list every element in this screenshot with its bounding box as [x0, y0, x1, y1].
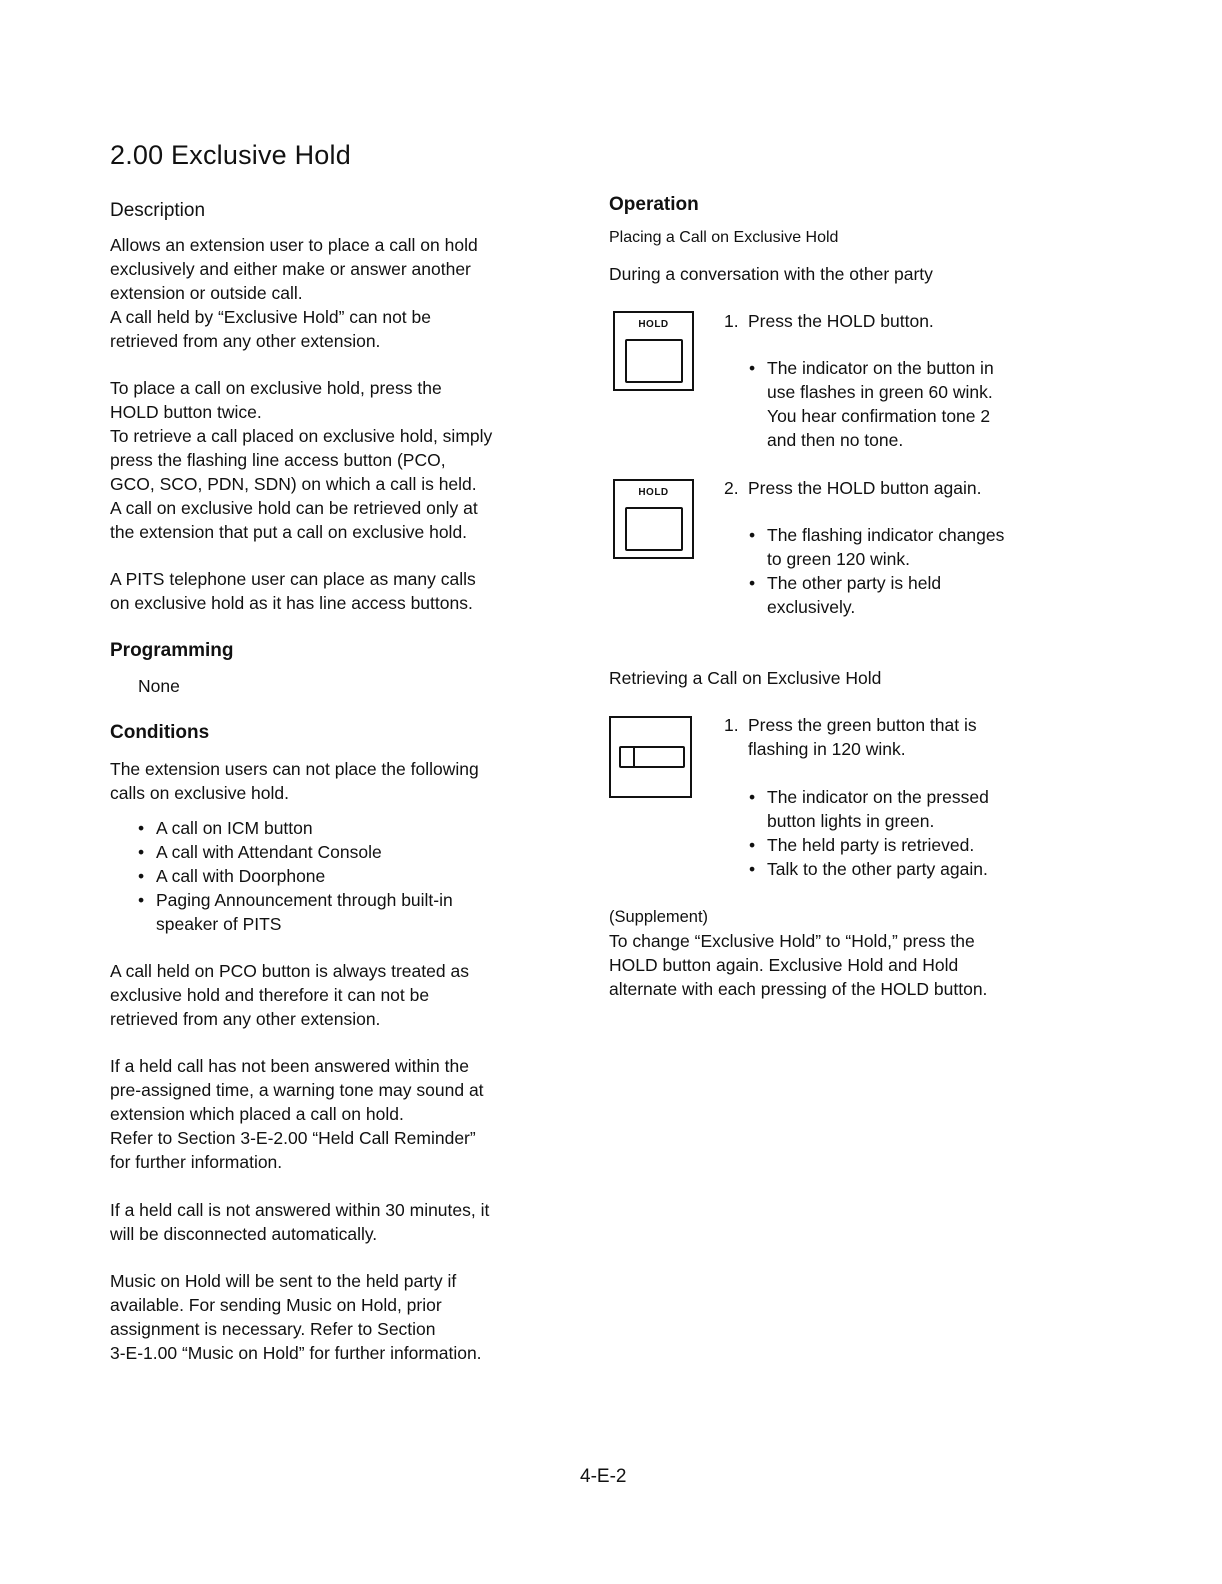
- conditions-heading: Conditions: [110, 722, 210, 743]
- description-para-3: [110, 567, 570, 615]
- list-item: [747, 523, 1067, 571]
- text-line: will be disconnected automatically.: [110, 1224, 378, 1244]
- placing-step-2: [724, 476, 981, 500]
- text-line: exclusive hold and therefore it can not be: [110, 985, 430, 1005]
- page-number: 4-E-2: [580, 1466, 627, 1487]
- placing-step-1-bullets: [747, 356, 1067, 452]
- line-button-icon: [609, 716, 692, 798]
- description-heading: Description: [110, 200, 206, 221]
- list-item: [747, 356, 1067, 452]
- text-line: 3-E-1.00 “Music on Hold” for further information.: [110, 1343, 482, 1363]
- button-face: [625, 339, 683, 383]
- step-text: flashing in 120 wink.: [748, 739, 906, 759]
- button-face: [625, 507, 683, 551]
- conditions-pco-para: [110, 959, 570, 1031]
- text-line: A call held by “Exclusive Hold” can not be: [110, 307, 431, 327]
- hold-button-icon: [613, 311, 694, 391]
- text-line: for further information.: [110, 1152, 283, 1172]
- text-line: Music on Hold will be sent to the held party if: [110, 1271, 457, 1291]
- text-line: alternate with each pressing of the HOLD button.: [609, 979, 988, 999]
- placing-subheading: Placing a Call on Exclusive Hold: [609, 229, 839, 246]
- hold-button-label: HOLD: [638, 487, 669, 498]
- retrieving-step-1: [724, 713, 977, 761]
- text-line: extension or outside call.: [110, 283, 303, 303]
- conditions-bullet-list: [136, 816, 556, 936]
- step-text: Press the HOLD button again.: [748, 478, 982, 498]
- text-line: If a held call is not answered within 30 minutes, it: [110, 1200, 490, 1220]
- text-line: press the flashing line access button (PCO,: [110, 450, 446, 470]
- list-item: [747, 833, 1067, 857]
- text-line: exclusively and either make or answer another: [110, 259, 471, 279]
- list-item: [747, 785, 1067, 833]
- text-line: HOLD button twice.: [110, 402, 262, 422]
- operation-heading: Operation: [609, 194, 699, 215]
- text-line: speaker of PITS: [156, 914, 282, 934]
- text-line: HOLD button again. Exclusive Hold and Hold: [609, 955, 959, 975]
- text-line: extension which placed a call on hold.: [110, 1104, 404, 1124]
- placing-step-1: [724, 309, 934, 333]
- description-para-2: [110, 376, 570, 544]
- list-item: • A call with Doorphone: [136, 864, 556, 888]
- text-line: Refer to Section 3-E-2.00 “Held Call Reminder”: [110, 1128, 476, 1148]
- text-line: retrieved from any other extension.: [110, 1009, 381, 1029]
- placing-intro: During a conversation with the other party: [609, 264, 933, 284]
- conditions-music-para: [110, 1269, 570, 1365]
- text-line: A PITS telephone user can place as many calls: [110, 569, 476, 589]
- text-line: A call on exclusive hold can be retrieved only at: [110, 498, 478, 518]
- text-line: The indicator on the button in: [767, 358, 994, 378]
- text-line: button lights in green.: [767, 811, 935, 831]
- text-line: The indicator on the pressed: [767, 787, 989, 807]
- supplement-block: [609, 905, 1079, 1001]
- conditions-warning-para: [110, 1054, 570, 1174]
- step-text: Press the green button that is: [748, 715, 977, 735]
- step-text: Press the HOLD button.: [748, 311, 934, 331]
- list-item: [747, 857, 1067, 881]
- text-line: GCO, SCO, PDN, SDN) on which a call is held.: [110, 474, 477, 494]
- retrieving-subheading: Retrieving a Call on Exclusive Hold: [609, 668, 882, 688]
- list-item: [747, 571, 1067, 619]
- text-line: The extension users can not place the following: [110, 759, 479, 779]
- text-line: calls on exclusive hold.: [110, 783, 289, 803]
- text-line: retrieved from any other extension.: [110, 331, 381, 351]
- text-line: Allows an extension user to place a call on hold: [110, 235, 478, 255]
- text-line: exclusively.: [767, 597, 856, 617]
- text-line: The held party is retrieved.: [767, 835, 975, 855]
- text-line: pre-assigned time, a warning tone may sound at: [110, 1080, 484, 1100]
- list-item: • A call on ICM button: [136, 816, 556, 840]
- text-line: If a held call has not been answered within the: [110, 1056, 469, 1076]
- programming-heading: Programming: [110, 640, 234, 661]
- hold-button-label: HOLD: [638, 319, 669, 330]
- text-line: You hear confirmation tone 2: [767, 406, 991, 426]
- supplement-heading: (Supplement): [609, 908, 709, 926]
- step-number: 1.: [724, 311, 739, 331]
- text-line: To change “Exclusive Hold” to “Hold,” press the: [609, 931, 975, 951]
- text-line: The other party is held: [767, 573, 942, 593]
- text-line: use flashes in green 60 wink.: [767, 382, 993, 402]
- button-face: [619, 746, 685, 768]
- list-item: [136, 888, 556, 936]
- text-line: on exclusive hold as it has line access buttons.: [110, 593, 473, 613]
- text-line: Paging Announcement through built-in: [156, 890, 453, 910]
- conditions-intro: [110, 757, 570, 805]
- text-line: available. For sending Music on Hold, prior: [110, 1295, 442, 1315]
- indicator-divider: [633, 746, 635, 768]
- step-number: 2.: [724, 478, 739, 498]
- text-line: To retrieve a call placed on exclusive hold, simply: [110, 426, 493, 446]
- list-item: • A call with Attendant Console: [136, 840, 556, 864]
- text-line: to green 120 wink.: [767, 549, 911, 569]
- retrieving-bullets: [747, 785, 1067, 881]
- step-number: 1.: [724, 715, 739, 735]
- text-line: the extension that put a call on exclusive hold.: [110, 522, 468, 542]
- text-line: To place a call on exclusive hold, press the: [110, 378, 442, 398]
- text-line: and then no tone.: [767, 430, 904, 450]
- hold-button-icon: [613, 479, 694, 559]
- page-title: 2.00 Exclusive Hold: [110, 140, 351, 170]
- text-line: A call held on PCO button is always treated as: [110, 961, 469, 981]
- description-para-1: [110, 233, 570, 353]
- text-line: The flashing indicator changes: [767, 525, 1005, 545]
- programming-value: None: [138, 676, 180, 696]
- text-line: Talk to the other party again.: [767, 859, 988, 879]
- text-line: assignment is necessary. Refer to Section: [110, 1319, 436, 1339]
- placing-step-2-bullets: [747, 523, 1067, 619]
- conditions-30min-para: [110, 1198, 570, 1246]
